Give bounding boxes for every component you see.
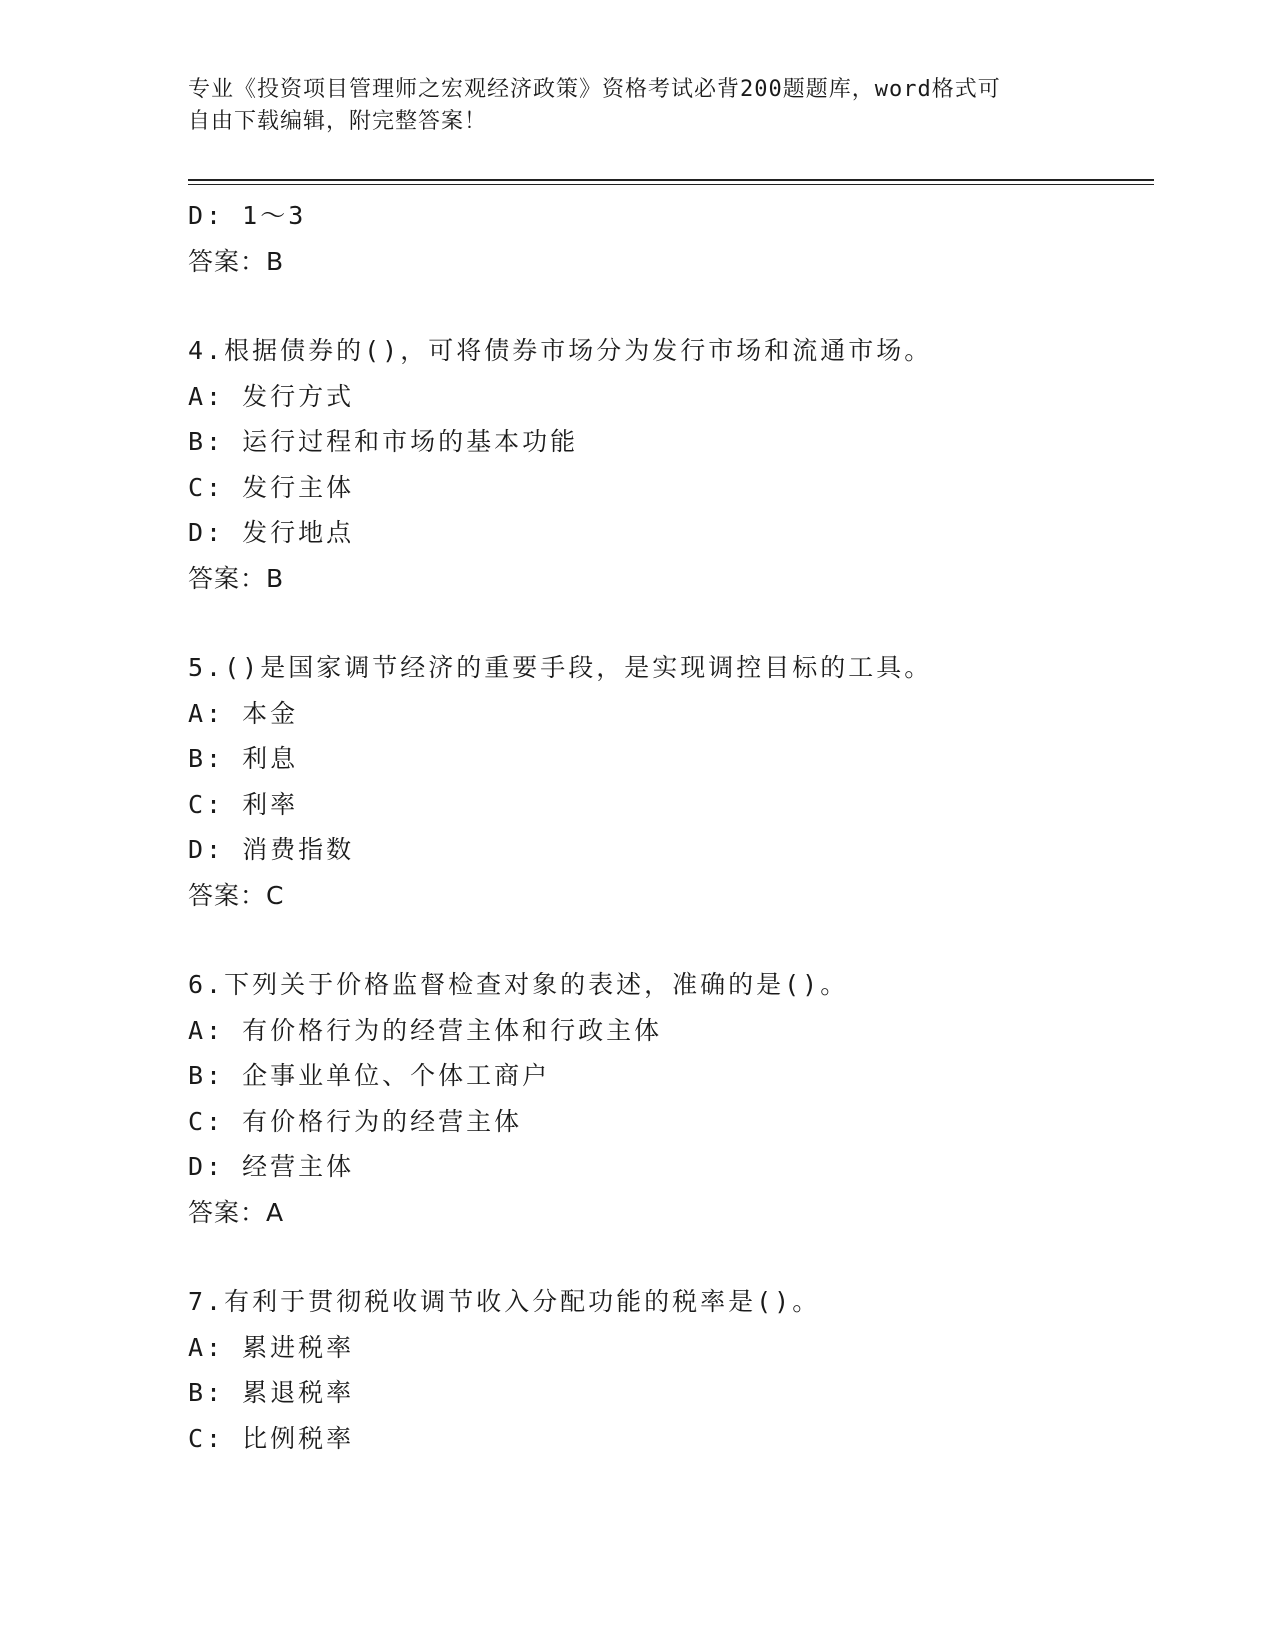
option-a: A: 发行方式 <box>188 381 355 411</box>
option-a: A: 累进税率 <box>188 1332 355 1362</box>
question-stem: 7.有利于贯彻税收调节收入分配功能的税率是()。 <box>188 1287 821 1316</box>
question-6 <box>188 962 1148 1235</box>
option-c: C: 比例税率 <box>188 1423 355 1453</box>
option-d: D: 发行地点 <box>188 518 355 547</box>
option-b: B: 累退税率 <box>188 1378 355 1407</box>
answer: 答案：C <box>188 880 285 910</box>
header-line-2: 自由下载编辑，附完整答案！ <box>188 109 488 134</box>
question-4 <box>188 328 1148 601</box>
option-b: B: 利息 <box>188 744 299 773</box>
option-a: A: 有价格行为的经营主体和行政主体 <box>188 1015 663 1045</box>
spacer <box>188 601 1148 645</box>
document-header <box>188 74 1068 138</box>
lead-fragment <box>188 193 1148 284</box>
option-d: D: 消费指数 <box>188 835 355 864</box>
option-d: D: 1～3 <box>188 201 307 230</box>
spacer <box>188 918 1148 962</box>
spacer <box>188 1235 1148 1279</box>
option-b: B: 企事业单位、个体工商户 <box>188 1061 551 1090</box>
option-c: C: 利率 <box>188 789 299 819</box>
answer: 答案：B <box>188 246 285 276</box>
header-line-1: 专业《投资项目管理师之宏观经济政策》资格考试必背200题题库，word格式可 <box>188 77 1001 102</box>
option-c: C: 发行主体 <box>188 472 355 502</box>
answer: 答案：A <box>188 1197 285 1227</box>
question-list <box>188 193 1148 1461</box>
option-d: D: 经营主体 <box>188 1152 355 1181</box>
option-c: C: 有价格行为的经营主体 <box>188 1106 523 1136</box>
question-7 <box>188 1279 1148 1461</box>
header-divider-thick <box>188 179 1154 181</box>
answer: 答案：B <box>188 563 285 593</box>
question-5 <box>188 645 1148 918</box>
question-stem: 6.下列关于价格监督检查对象的表述，准确的是()。 <box>188 970 849 999</box>
option-a: A: 本金 <box>188 698 299 728</box>
header-divider-thin <box>188 184 1154 185</box>
question-stem: 5.()是国家调节经济的重要手段，是实现调控目标的工具。 <box>188 653 933 682</box>
question-stem: 4.根据债券的()，可将债券市场分为发行市场和流通市场。 <box>188 336 933 365</box>
spacer <box>188 284 1148 328</box>
option-b: B: 运行过程和市场的基本功能 <box>188 427 579 456</box>
